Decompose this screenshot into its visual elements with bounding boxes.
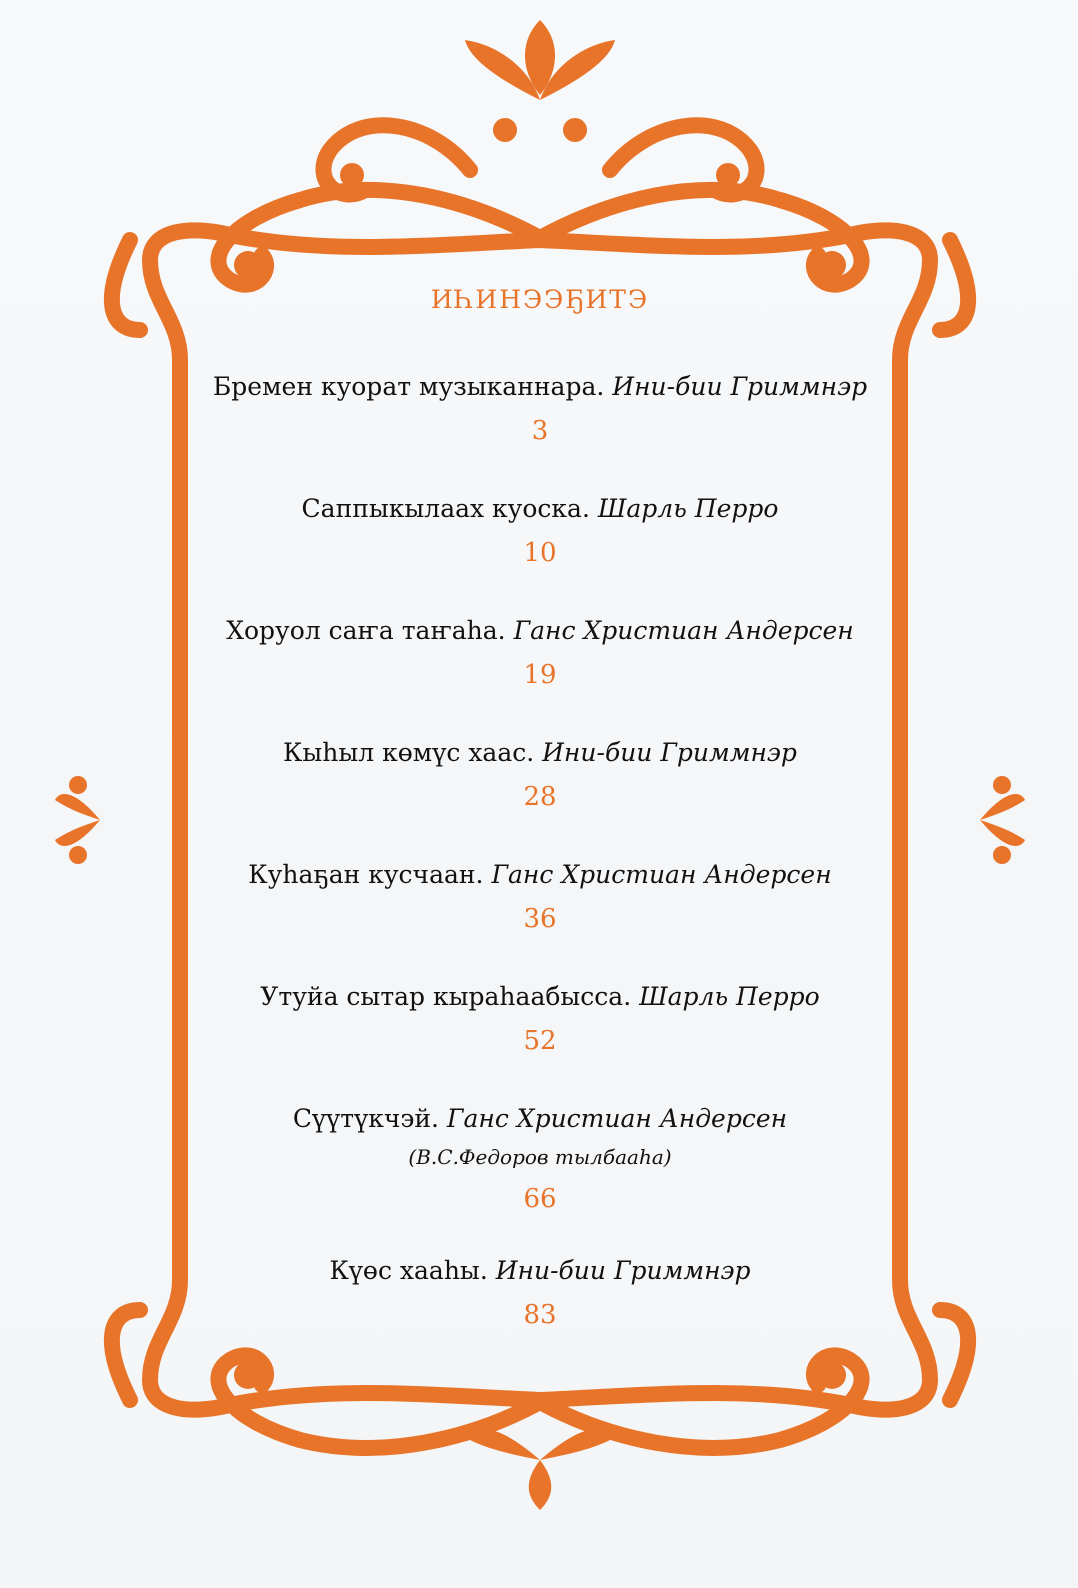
toc-entry[interactable]	[150, 370, 930, 492]
page-number: 83	[523, 1300, 557, 1330]
entry-text	[150, 1102, 930, 1136]
story-title: Күөс хааһы.	[329, 1256, 488, 1285]
story-author: Ини-бии Гриммнэр	[495, 1256, 751, 1285]
story-author: Ганс Христиан Андерсен	[513, 616, 854, 645]
page-number: 10	[523, 538, 557, 568]
page-number: 28	[523, 782, 557, 812]
entry-text	[150, 1254, 930, 1288]
toc-entry[interactable]	[150, 980, 930, 1102]
toc-entry[interactable]	[150, 1102, 930, 1254]
table-of-contents	[150, 280, 930, 1376]
story-title: Хоруол саҥа таҥаһа.	[226, 616, 506, 645]
story-author: Шарль Перро	[597, 494, 779, 523]
entry-text	[150, 980, 930, 1014]
page-number: 19	[523, 660, 557, 690]
toc-entry[interactable]	[150, 736, 930, 858]
entry-text	[150, 614, 930, 648]
story-title: Сүүтүкчэй.	[292, 1104, 439, 1133]
entry-text	[150, 736, 930, 770]
story-author: Ганс Христиан Андерсен	[491, 860, 832, 889]
story-author: Шарль Перро	[639, 982, 820, 1011]
toc-entry[interactable]	[150, 1254, 930, 1376]
story-title: Утуйа сытар кыраһаабысса.	[260, 982, 632, 1011]
story-author: Ини-бии Гриммнэр	[542, 738, 797, 767]
story-title: Саппыкылаах куоска.	[301, 494, 590, 523]
page-number: 3	[531, 416, 549, 446]
story-title: Кыһыл көмүс хаас.	[283, 738, 535, 767]
story-title: Бремен куорат музыканнара.	[212, 372, 605, 401]
page-number: 52	[523, 1026, 557, 1056]
toc-title: ИҺИНЭЭҔИТЭ	[430, 285, 650, 314]
entry-text	[150, 858, 930, 892]
page-number: 36	[523, 904, 557, 934]
story-title: Куһаҕан кусчаан.	[248, 860, 484, 889]
story-author: Ини-бии Гриммнэр	[612, 372, 868, 401]
story-author: Ганс Христиан Андерсен	[446, 1104, 788, 1133]
translator-note: (В.С.Федоров тылбааһа)	[408, 1145, 672, 1169]
toc-entry[interactable]	[150, 858, 930, 980]
toc-entry[interactable]	[150, 614, 930, 736]
page-number: 66	[523, 1184, 557, 1214]
entry-text	[150, 492, 930, 526]
toc-entry[interactable]	[150, 492, 930, 614]
entry-text	[150, 370, 930, 404]
